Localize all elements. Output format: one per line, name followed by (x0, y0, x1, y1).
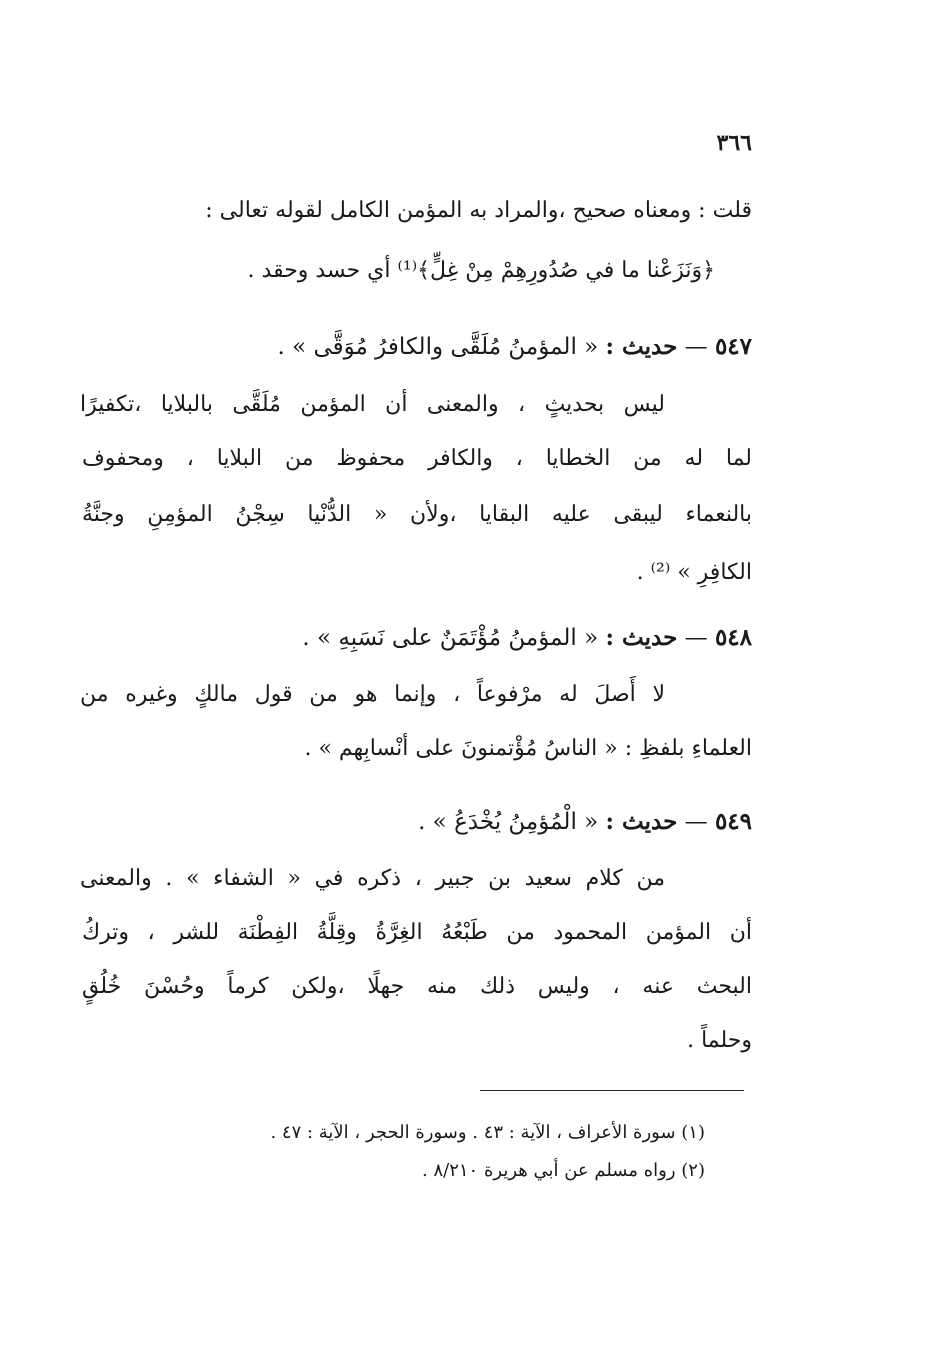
hadith-547-body-line-3: بالنعماء ليبقى عليه البقايا ،ولأن « الدُّنْيا سِجْنُ المؤمِنِ وجنَّةُ (82, 502, 752, 527)
hadith-text: « الْمُؤمِنُ يُخْدَعُ » . (418, 809, 599, 835)
hadith-547-body-line-1: ليس بحديثٍ ، والمعنى أن المؤمن مُلَقَّى بالبلايا ،تكفيرًا (80, 392, 665, 417)
footnote-separator (480, 1090, 744, 1091)
hadith-547-body-line-2: لما له من الخطايا ، والكافر محفوظ من البلايا ، ومحفوف (82, 446, 752, 471)
hadith-549-body-line-4: وحلماً . (687, 1028, 752, 1053)
intro-line-1: قلت : ومعناه صحيح ،والمراد به المؤمن الكامل لقوله تعالى : (205, 198, 752, 223)
hadith-label: حديث : (605, 333, 678, 360)
hadith-549-body-line-3: البحث عنه ، وليس ذلك منه جهلًا ،ولكن كرماً وحُسْنَ خُلُقٍ (82, 974, 752, 999)
hadith-number: ٥٤٧ (714, 333, 752, 360)
hadith-text: « المؤمنُ مُلَقَّى والكافرُ مُوَقَّى » . (277, 334, 599, 360)
hadith-548-heading (302, 624, 752, 651)
hadith-547-heading (277, 333, 752, 360)
hadith-label: حديث : (605, 624, 678, 651)
heading-dash: — (684, 334, 708, 360)
page-number: ٣٦٦ (716, 130, 752, 156)
hadith-text: « المؤمنُ مُؤْتَمَنٌ على نَسَبِهِ » . (302, 625, 599, 651)
hadith-549-body-line-2: أن المؤمن المحمود من طَبْعُهُ الغِرَّةُ وقِلَّةُ الفِطْنَة للشر ، وتركُ (82, 920, 752, 945)
hadith-547-body-line-4: الكافِرِ » ⁽²⁾ . (636, 560, 752, 585)
hadith-549-body-line-1: من كلام سعيد بن جبير ، ذكره في « الشفاء » . والمعنى (80, 866, 665, 891)
footnote-1: (١) سورة الأعراف ، الآية : ٤٣ . وسورة الحجر ، الآية : ٤٧ . (270, 1122, 705, 1143)
hadith-549-heading (418, 808, 752, 835)
footnote-2: (٢) رواه مسلم عن أبي هريرة ٨/٢١٠ . (422, 1160, 705, 1181)
hadith-label: حديث : (605, 808, 678, 835)
heading-dash: — (684, 625, 708, 651)
hadith-548-body-line-1: لا أَصلَ له مرْفوعاً ، وإنما هو من قول مالكٍ وغيره من (80, 682, 666, 707)
hadith-number: ٥٤٩ (714, 808, 752, 835)
hadith-548-body-line-2: العلماءِ بلفظِ : « الناسُ مُؤْتمنونَ على أنْسابِهم » . (304, 736, 752, 761)
heading-dash: — (684, 809, 708, 835)
intro-line-2: ﴿وَنَزَعْنا ما في صُدُورِهِمْ مِنْ غِلٍّ﴾⁽¹⁾ أي حسد وحقد . (247, 258, 715, 283)
hadith-number: ٥٤٨ (714, 624, 752, 651)
